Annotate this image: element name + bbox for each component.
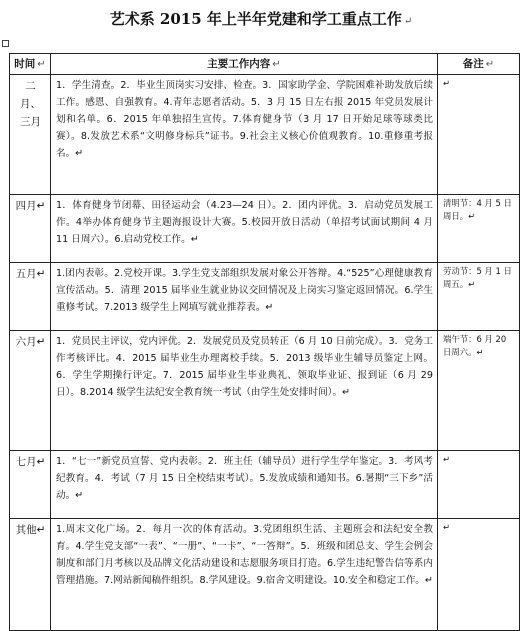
header-notes-label: 备注 (462, 57, 484, 70)
work-plan-table (9, 53, 520, 631)
title-text: 艺术系 2015 年上半年党建和学工重点工作 (109, 10, 402, 28)
paragraph-mark: ↵ (272, 58, 281, 70)
document-title (0, 8, 522, 29)
month-cell: 六月↵ (10, 331, 51, 451)
month-cell: 二月、三月 (10, 75, 51, 195)
work-content-cell: 1.周末文化广场。2．每月一次的体育活动。3.党团组织生活、主题班会和法纪安全教育。4.学生党支部“一表”、“一册”、“一卡”、“一答辩”。5．班级和团总支、学生会例会制度和部门月考核以及品牌文化活动建设和志愿服务项目打造。6.学生违纪警告信等系内管理措施。7.网站新闻稿件组织。8.学风建设。9.宿舍文明建设。10.安全和稳定工作。↵ (51, 519, 438, 631)
paragraph-mark: ↵ (485, 58, 495, 70)
table-row (10, 195, 520, 263)
month-cell: 七月↵ (10, 451, 51, 519)
notes-cell: ↵ (438, 75, 520, 195)
notes-cell: ↵ (438, 519, 520, 631)
table-header-row (10, 54, 520, 75)
month-cell: 其他↵ (10, 519, 51, 631)
month-cell: 四月↵ (10, 195, 51, 263)
notes-cell: ↵ (438, 451, 520, 519)
header-content-label: 主要工作内容 (207, 57, 271, 70)
table-row (10, 331, 520, 451)
month-cell: 五月↵ (10, 263, 51, 331)
table-row (10, 451, 520, 519)
header-notes (438, 54, 520, 75)
notes-cell: 清明节：4 月 5 日周日。↵ (438, 195, 520, 263)
work-content-cell: 1．“七一”新党员宣誓、党内表彰。2．班主任（辅导员）进行学生学年鉴定。3．考风考纪教育。4．考试（7 月 15 日全校结束考试）。5.发放成绩和通知书。6.暑期“三下乡”活动。↵ (51, 451, 438, 519)
paragraph-mark: ↵ (37, 58, 46, 70)
work-content-cell: 1．学生清查。2．毕业生顶岗实习安排、检查。3．国家助学金、学院困难补助发放后续工作。感恩、自强教育。4.青年志愿者活动。5．3 月 15 日左右报 2015 年党员发展计划和名单。6．2015 年单独招生宣传。7.体育健身节（3 月 17 日开始足球等球类比赛）。8.发放艺术系“文明修身标兵”证书。9.社会主义核心价值观教育。10.重修重考报名。↵ (51, 75, 438, 195)
table-row (10, 519, 520, 631)
table-move-handle[interactable] (2, 40, 9, 47)
header-time (10, 54, 51, 75)
work-content-cell: 1．党员民主评议，党内评优。2．发展党员及党员转正（6 月 10 日前完成）。3．党务工作考核评比。4．2015 届毕业生办理离校手续。5．2013 级毕业生辅导员鉴定上网。6．学生学期操行评定。7．2015 届毕业生毕业典礼、领取毕业证、报到证（6 月 29 日）。8.2014 级学生法纪安全教育统一考试（由学生处安排时间）。↵ (51, 331, 438, 451)
header-time-label: 时间 (14, 57, 36, 70)
notes-cell: 劳动节：5 月 1 日周五。↵ (438, 263, 520, 331)
header-content (51, 54, 438, 75)
table-row (10, 263, 520, 331)
paragraph-mark: ↵ (403, 16, 413, 27)
work-content-cell: 1.团内表彰。2.党校开课。3.学生党支部组织发展对象公开答辩。4.“525”心理健康教育宣传活动。5．清理 2015 届毕业生就业协议交回情况及上岗实习鉴定返回情况。6.学生重修考试。7.2013 级学生上网填写就业推荐表。↵ (51, 263, 438, 331)
work-content-cell: 1．体育健身节闭幕、田径运动会（4.23—24 日）。2．团内评优。3．启动党员发展工作。4举办体育健身节主题海报设计大赛。5.校园开放日活动（单招考试面试期间 4 月 11 日周六）。6.启动党校工作。↵ (51, 195, 438, 263)
notes-cell: 端午节：6 月 20 日周六。↵ (438, 331, 520, 451)
table-row (10, 75, 520, 195)
